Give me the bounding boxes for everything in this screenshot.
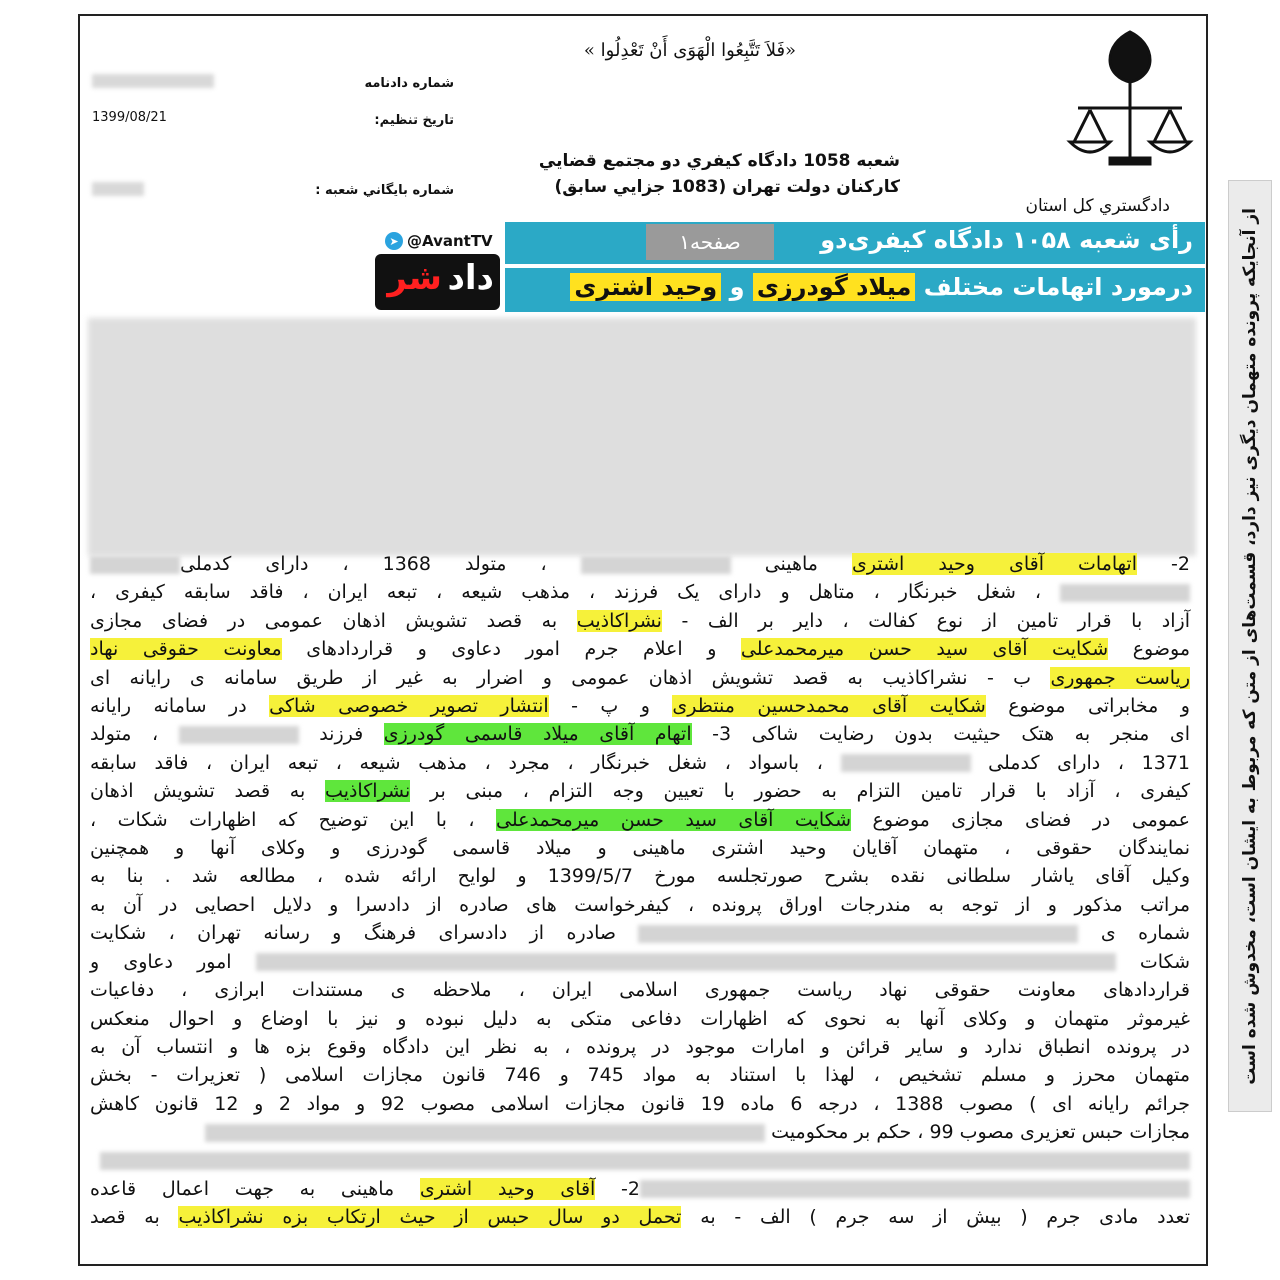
line-10 xyxy=(90,806,1190,834)
highlighted-text: شکایت آقای محمدحسین منتظری xyxy=(672,695,986,718)
verdict-number-label: شماره دادنامه xyxy=(364,76,454,91)
text-run: شکات xyxy=(1115,950,1190,973)
line-16 xyxy=(90,976,1190,1004)
line-7 xyxy=(90,720,1190,748)
redacted-text xyxy=(100,1152,1190,1170)
text-run: وکیل آقای یاشار سلطانی نقده بشرح صورتجلسه مورخ 1399/5/7 و لوایح ارائه شده ، مطالعه شد . بنا به xyxy=(90,865,1190,888)
verdict-body xyxy=(90,550,1190,1232)
text-run: قراردادهای معاونت حقوقی نهاد ریاست جمهوری اسلامی ایران ، ملاحظه ی مستندات ابرازی ، دفاعیات xyxy=(90,979,1190,1002)
text-run: متهمان محرز و مسلم تشخیص ، لهذا با استناد به مواد 745 و 746 قانون مجازات اسلامی ( تعزیرات - بخش xyxy=(90,1064,1190,1087)
line-17 xyxy=(90,1005,1190,1033)
highlighted-text: آقای وحید اشتری xyxy=(419,1177,596,1200)
line-6 xyxy=(90,692,1190,720)
highlighted-text: اتهام آقای میلاد قاسمی گودرزی xyxy=(383,723,692,746)
court-line-1: شعبه 1058 دادگاه كيفري دو مجتمع قضايي xyxy=(538,151,900,171)
highlighted-text: معاونت حقوقی نهاد xyxy=(90,638,282,661)
charges-banner xyxy=(505,268,1205,312)
highlighted-text: نشراکاذیب xyxy=(325,780,411,803)
highlighted-text: نشراکاذیب xyxy=(576,609,662,632)
telegram-icon: ➤ xyxy=(385,232,403,250)
text-run: ، با این توضیح که اظهارات شکات ، xyxy=(90,808,496,831)
side-caption xyxy=(1228,180,1272,1112)
line-2 xyxy=(90,578,1190,606)
text-run: نمایندگان حقوقی ، متهمان آقایان وحید اشتری ماهینی و میلاد قاسمی گودرزی و وکلای آنها و همچنین xyxy=(90,837,1190,860)
redacted-verdict-number xyxy=(92,74,214,88)
court-line-2: كاركنان دولت تهران (1083 جزايي سابق) xyxy=(554,177,900,197)
line-21b xyxy=(90,1147,1190,1175)
text-run: فرزند xyxy=(298,723,384,746)
page-tag: صفحه۱ xyxy=(646,224,774,260)
text-run: ، متولد 1368 ، دارای کدملی xyxy=(180,553,581,575)
charges-banner-text xyxy=(570,273,1193,301)
text-run: ای منجر به هتک حیثیت بدون رضایت شاکی 3- xyxy=(691,723,1190,746)
text-run: شماره ی xyxy=(1078,922,1190,945)
line-11 xyxy=(90,834,1190,862)
text-run: کیفری ، آزاد با قرار تامین التزام به حضور با تعیین وجه التزام ، مبنی بر xyxy=(410,780,1191,803)
text-run: آزاد با قرار تامین از نوع کفالت ، دایر بر الف - xyxy=(661,609,1190,632)
line-4 xyxy=(90,635,1190,663)
text-run: به قصد تشویش اذهان عمومی در فضای مجازی xyxy=(90,609,577,632)
line-22 xyxy=(90,1175,1190,1203)
date-value: 1399/08/21 xyxy=(92,110,167,125)
redacted-text xyxy=(90,556,180,574)
redacted-text xyxy=(841,754,971,772)
line-9 xyxy=(90,777,1190,805)
archive-number-label: شماره بايگاني شعبه : xyxy=(315,183,454,198)
text-run: صادره از دادسرای فرهنگ و رسانه تهران ، شکایت xyxy=(90,922,639,945)
text-run: ماهینی به جهت اعمال قاعده xyxy=(90,1177,420,1200)
conjunction: و xyxy=(729,273,745,301)
redacted-text xyxy=(1060,584,1190,602)
redacted-archive-number xyxy=(92,182,144,196)
text-run: ، شغل خبرنگار ، متاهل و دارای یک فرزند ، مذهب شیعه ، تبعه ایران ، فاقد سابقه کیفری ، xyxy=(90,581,1060,604)
shardad-logo xyxy=(375,254,500,310)
line-8 xyxy=(90,749,1190,777)
highlighted-text: انتشار تصویر خصوصی شاکی xyxy=(269,695,549,718)
line-18 xyxy=(90,1033,1190,1061)
court-title xyxy=(539,148,900,200)
date-label: تاريخ تنظيم: xyxy=(374,113,454,128)
line-3 xyxy=(90,607,1190,635)
text-run: و اعلام جرم امور دعاوی و قراردادهای xyxy=(281,638,741,661)
verdict-banner-title: رأی شعبه ۱۰۵۸ دادگاه کیفری‌دو xyxy=(820,226,1193,254)
text-run: ماهینی xyxy=(730,553,853,575)
text-run: در سامانه رایانه xyxy=(90,695,270,718)
text-run: 1371 ، دارای کدملی xyxy=(970,751,1190,774)
text-run: تعدد مادی جرم ( بیش از سه جرم ) الف - به xyxy=(681,1206,1190,1229)
line-5 xyxy=(90,664,1190,692)
redacted-paragraph xyxy=(88,318,1196,556)
defendant-name-1: میلاد گودرزی xyxy=(753,273,916,301)
text-run: و پ - xyxy=(548,695,673,718)
text-run: در پرونده انطباق ندارد و سایر قرائن و امارات موجود در پرونده ، به نظر این دادگاه وقوع بزه ها و انتساب آن به xyxy=(90,1035,1190,1058)
text-run: ب - نشراکاذیب به قصد تشویش اذهان عمومی و اضرار به غیر از طریق سامانه ی رایانه ای xyxy=(90,666,1051,689)
handle-text: @AvantTV xyxy=(407,232,493,250)
line-12 xyxy=(90,862,1190,890)
text-run: جرائم رایانه ای ) مصوب 1388 ، درجه 6 ماده 19 قانون مجازات اسلامی مصوب 92 و مواد 2 و 12 قانون کاهش xyxy=(90,1092,1190,1115)
text-run: و مخابراتی موضوع xyxy=(985,695,1190,718)
line-1 xyxy=(90,550,1190,578)
text-run: عمومی در فضای مجازی موضوع xyxy=(851,808,1190,831)
redacted-text xyxy=(638,925,1078,943)
text-run: مراتب مذکور و از توجه به مندرجات اوراق پرونده ، کیفرخواست های صادره از دادسرا و دلایل احصایی در آن به xyxy=(90,893,1190,916)
redacted-text xyxy=(205,1124,765,1142)
line-14 xyxy=(90,919,1190,947)
defendant-name-2: وحید اشتری xyxy=(570,273,721,301)
telegram-handle xyxy=(385,232,493,250)
redacted-text xyxy=(179,726,299,744)
text-run: 2- xyxy=(595,1177,641,1200)
judiciary-emblem-icon xyxy=(1060,30,1200,170)
logo-part-2: داد xyxy=(447,258,494,298)
redacted-text xyxy=(640,1180,1190,1198)
line-23 xyxy=(90,1203,1190,1231)
highlighted-text: اتهامات آقای وحید اشتری xyxy=(852,553,1137,575)
line-21 xyxy=(90,1118,1190,1146)
verdict-banner xyxy=(505,222,1205,264)
line-13 xyxy=(90,891,1190,919)
redacted-text xyxy=(256,953,1116,971)
highlighted-text: شکایت آقای سید حسن میرمحمدعلی xyxy=(495,808,852,831)
verse: «فَلاَ تَتَّبِعُوا الْهَوَى أَنْ تَعْدِلُوا » xyxy=(583,40,797,61)
highlighted-text: ریاست جمهوری xyxy=(1050,666,1190,689)
charges-prefix: درمورد اتهامات مختلف xyxy=(923,273,1193,301)
text-run: غیرموثر متهمان و وکلای آنها به نحوی که اظهارات دفاعی متکی به دلیل نبوده و نیز با اوضاع و احوال منعکس xyxy=(90,1007,1190,1030)
redacted-text xyxy=(581,556,731,574)
text-run: به قصد xyxy=(90,1206,179,1229)
text-run: موضوع xyxy=(1108,638,1191,661)
province-label: دادگستري كل استان xyxy=(1025,196,1170,216)
text-run: به قصد تشویش اذهان xyxy=(90,780,326,803)
highlighted-text: شکایت آقای سید حسن میرمحمدعلی xyxy=(740,638,1109,661)
text-run: 2- xyxy=(1137,553,1190,575)
line-19 xyxy=(90,1061,1190,1089)
text-run: ، باسواد ، شغل خبرنگار ، مجرد ، مذهب شیعه ، تبعه ایران ، فاقد سابقه xyxy=(90,751,841,774)
logo-part-1: شر xyxy=(387,258,442,298)
text-run: مجازات حبس تعزیری مصوب 99 ، حکم بر محکومیت xyxy=(771,1121,1190,1144)
line-20 xyxy=(90,1090,1190,1118)
text-run: ، متولد xyxy=(90,723,179,746)
highlighted-text: تحمل دو سال حبس از حیث ارتکاب بزه نشراکاذیب xyxy=(178,1206,682,1229)
side-caption-text: از آنجایکه پرونده متهمان دیگری نیز دارد، قسمت‌های از متن که مربوط به ایشان است، مخدوش شده است xyxy=(1240,207,1260,1085)
line-15 xyxy=(90,948,1190,976)
text-run: امور دعاوی و xyxy=(90,950,256,973)
